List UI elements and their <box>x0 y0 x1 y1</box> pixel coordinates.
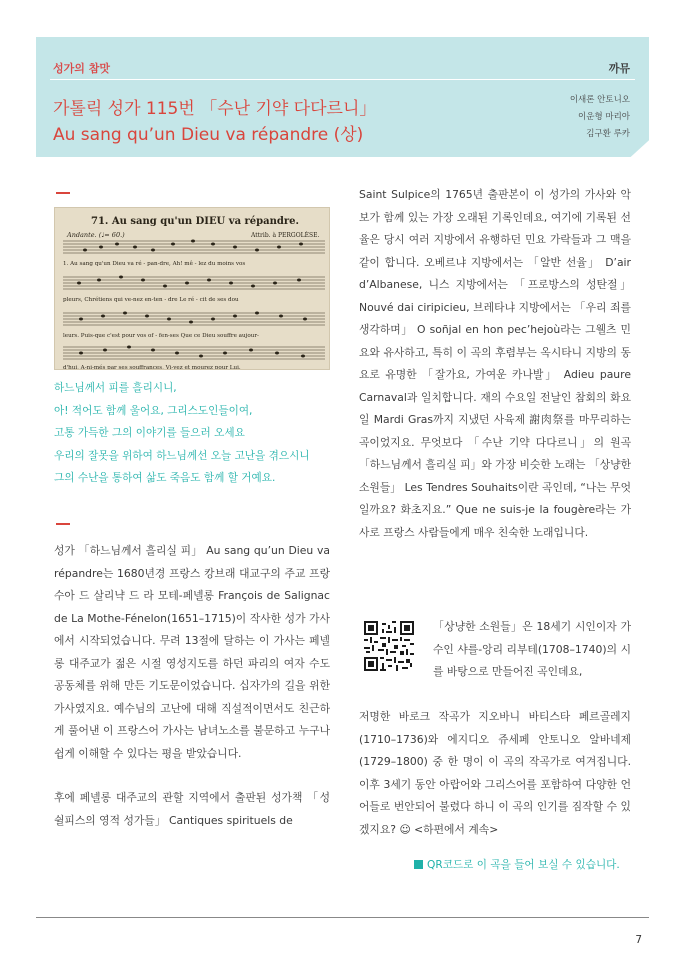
section-dash <box>56 192 70 194</box>
score-lyric-line: d'hui, A-ni-més par ses souffrances, Vi-vez et mourez pour Lui. <box>63 365 241 370</box>
body-paragraph: 「상냥한 소원들」은 18세기 시인이자 가수인 샤를-앙리 리부테(1708–1740)의 시를 바탕으로 만들어진 곡인데요, <box>433 620 631 678</box>
sheet-music-image <box>54 207 330 370</box>
qr-note <box>414 857 620 872</box>
notes-1 <box>83 240 303 252</box>
page-title-korean: 가톨릭 성가 115번 「수난 기약 다다르니」 <box>53 99 377 119</box>
author-name: 김구환 루카 <box>586 129 630 139</box>
section-rule <box>50 79 635 80</box>
score-heading: 71. Au sang qu'un DIEU va répandre. <box>91 216 300 227</box>
body-paragraph: 저명한 바로크 작곡가 지오바니 바티스타 페르골레지(1710–1736)와 에지디오 쥬세페 안토니오 알바네제(1729–1800) 중 한 명이 이 곡의 작곡가로 여겨집니다. 이후 3세기 동안 아랍어와 그리스어를 포함하여 다양한 언어들로 번안되어 불렸다 하니 이 곡의 인기를 짐작할 수 있겠지요? ☺ <하편에서 계속> <box>359 710 631 836</box>
body-paragraph: 후에 페넬롱 대주교의 관할 지역에서 출판된 성가책 「성 쉴피스의 영적 성가들」 Cantiques spirituels de <box>54 791 330 827</box>
lyric-line: 그의 수난을 통하여 삶도 죽음도 함께 할 거예요. <box>54 472 276 484</box>
body-paragraph: 성가 「하느님께서 흘리실 피」 Au sang qu’un Dieu va répandre는 1680년경 프랑스 캉브래 대교구의 주교 프랑수아 드 살리냑 드 라 모테-페넬롱 François de Salignac de La Mothe-Fénelon(1651–1715)이 작사한 성가 가사에서 시작되었습니다. 무려 13절에 달하는 이 가사는 페넬롱 대주교가 젊은 시절 영성지도를 하던 파리의 여자 수도공동체를 위해 만든 기도문이었습니다. 십자가의 길을 위한 가사였지요. 예수님의 고난에 대해 직설적이면서도 친근하게 풀어낸 이 프랑스어 가사는 남녀노소를 불문하고 누구나 쉽게 이해할 수 있다는 평을 받았습니다. <box>54 544 330 760</box>
section-dash <box>56 523 70 525</box>
page-title-french: Au sang qu’un Dieu va répandre (상) <box>53 125 364 145</box>
body-column-right-continued <box>359 706 631 841</box>
page-number: 7 <box>635 934 642 946</box>
korean-lyrics <box>54 377 330 490</box>
author-name: 이새론 안토니오 <box>569 95 630 105</box>
lyric-line: 하느님께서 피를 흘리시니, <box>54 382 177 394</box>
lyric-line: 고통 가득한 그의 이야기를 들으러 오세요 <box>54 427 245 439</box>
qr-note-text: QR코드로 이 곡을 들어 보실 수 있습니다. <box>427 859 620 871</box>
score-lyric-line: pleurs, Chrétiens qui ve-nez en-ten - dre Le ré - cit de ses dou <box>63 297 239 303</box>
body-column-right-qr-wrap <box>433 616 631 684</box>
qr-code[interactable] <box>364 621 414 671</box>
body-column-right <box>359 184 631 544</box>
score-attribution: Attrib. à PERGOLÈSE. <box>251 232 320 239</box>
author-name: 이운형 마리아 <box>578 112 630 122</box>
corner-tag: 까뮤 <box>608 62 630 75</box>
body-column-left <box>54 540 330 832</box>
author-list <box>570 92 630 143</box>
score-tempo: Andante. (♩= 60.) <box>67 231 125 239</box>
body-paragraph: Saint Sulpice의 1765년 출판본이 이 성가의 가사와 악보가 함께 있는 가장 오래된 기록인데요, 여기에 기록된 선율은 당시 여러 지방에서 유행하던 민요 가락들과 그 맥을 같이 합니다. 오베르냐 지방에서는 「알반 선율」 D’air d’Albanese, 니스 지방에서는 「프로방스의 성탄절」 Nouvé dai ciripicieu, 브레타냐 지방에서는 「우리 죄를 생각하며」 O soñjal en hon pec’hejoù라는 그웰츠 민요와 유사하고, 특히 이 곡의 후렴부는 옥시타니 지방의 동요로 유명한 「잘가요, 가여운 카나발」 Adieu paure Carnaval과 일치합니다. 재의 수요일 전날인 참회의 화요일 Mardi Gras까지 지냈던 사육제 謝肉祭를 마무리하는 곡이었지요. 무엇보다 「수난 기약 다다르니」의 원곡 「하느님께서 흘리실 피」와 가장 비슷한 노래는 「상냥한 소원들」 Les Tendres Souhaits이란 곡인데, “나는 무엇일까요? 화초지요.” Que ne suis-je la fougère라는 가사로 프랑스 사람들에게 매우 친숙한 노래입니다. <box>359 188 632 539</box>
score-lyric-line: 1. Au sang qu'un Dieu va ré - pan-dre, Ah! mê - lez du moins vos <box>63 261 246 267</box>
score-lyric-line: leurs. Puis-que c'est pour vos of - fen-ses Que ce Dieu souffre aujour- <box>63 333 259 339</box>
section-label: 성가의 참맛 <box>53 62 110 75</box>
lyric-line: 우리의 잘못을 위하여 하느님께선 오늘 고난을 겪으시니 <box>54 449 310 462</box>
staff-2 <box>63 277 325 289</box>
lyric-line: 아! 적어도 함께 울어요, 그리스도인들이여, <box>54 404 253 417</box>
square-bullet-icon <box>414 860 423 869</box>
staff-4 <box>63 347 325 359</box>
footer-rule <box>36 917 649 918</box>
